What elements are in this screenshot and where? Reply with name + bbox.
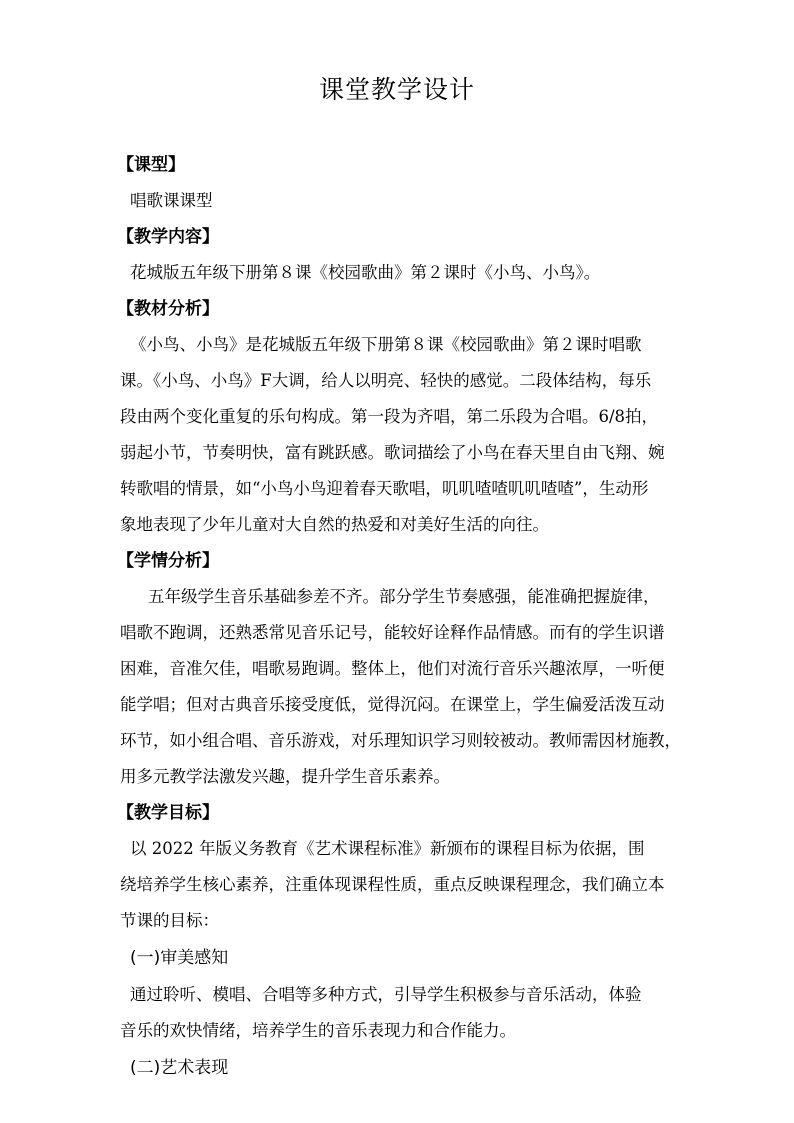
student-analysis-line: 能学唱；但对古典音乐接受度低，觉得沉闷。在课堂上，学生偏爱活泼互动: [120, 695, 665, 714]
aesthetic-perception-line: 通过聆听、模唱、合唱等多种方式，引导学生积极参与音乐活动，体验: [130, 985, 642, 1004]
section-heading-material-analysis: 【教材分析】: [117, 299, 219, 319]
student-analysis-line: 唱歌不跑调，还熟悉常见音乐记号，能较好诠释作品情感。而有的学生识谱: [120, 623, 665, 642]
teaching-goals-line: 节课的目标：: [120, 911, 219, 930]
material-analysis-line: 转歌唱的情景，如“小鸟小鸟迎着春天歌唱，叽叽喳喳叽叽喳喳”，生动形: [120, 479, 649, 498]
student-analysis-line: 五年级学生音乐基础参差不齐。部分学生节奏感强，能准确把握旋律，: [148, 587, 660, 606]
material-analysis-line: 段由两个变化重复的乐句构成。第一段为齐唱，第二乐段为合唱。6/8拍，: [120, 407, 659, 426]
material-analysis-line: 象地表现了少年儿童对大自然的热爱和对美好生活的向往。: [120, 515, 549, 534]
teaching-goals-line: 绕培养学生核心素养，注重体现课程性质，重点反映课程理念，我们确立本: [120, 875, 665, 894]
teaching-goals-line: 以 2022 年版义务教育《艺术课程标准》新颁布的课程目标为依据，围: [130, 839, 645, 858]
document-body: [118, 147, 708, 1087]
subsection-heading-artistic-expression: (二)艺术表现: [130, 1058, 229, 1078]
material-analysis-line: 弱起小节，节奏明快，富有跳跃感。歌词描绘了小鸟在春天里自由飞翔、婉: [120, 443, 665, 462]
student-analysis-line: 困难，音准欠佳，唱歌易跑调。整体上，他们对流行音乐兴趣浓厚，一听便: [120, 659, 665, 678]
section-heading-course-type: 【课型】: [117, 155, 185, 175]
section-heading-teaching-content: 【教学内容】: [117, 227, 219, 247]
section-heading-teaching-goals: 【教学目标】: [117, 803, 219, 823]
student-analysis-line: 用多元教学法激发兴趣，提升学生音乐素养。: [120, 767, 450, 786]
course-type-text: 唱歌课课型: [130, 191, 213, 210]
material-analysis-line: 《小鸟、小鸟》是花城版五年级下册第８课《校园歌曲》第２课时唱歌: [130, 335, 642, 354]
subsection-heading-aesthetic-perception: (一)审美感知: [130, 948, 229, 968]
student-analysis-line: 环节，如小组合唱、音乐游戏，对乐理知识学习则较被动。教师需因材施教，: [120, 731, 681, 750]
teaching-content-text: 花城版五年级下册第８课《校园歌曲》第２课时《小鸟、小鸟》。: [130, 263, 601, 282]
page-title: 课堂教学设计: [318, 75, 475, 104]
aesthetic-perception-line: 音乐的欢快情绪，培养学生的音乐表现力和合作能力。: [120, 1021, 516, 1040]
section-heading-student-analysis: 【学情分析】: [117, 551, 219, 571]
material-analysis-line: 课。《小鸟、小鸟》F大调，给人以明亮、轻快的感觉。二段体结构，每乐: [120, 371, 652, 390]
